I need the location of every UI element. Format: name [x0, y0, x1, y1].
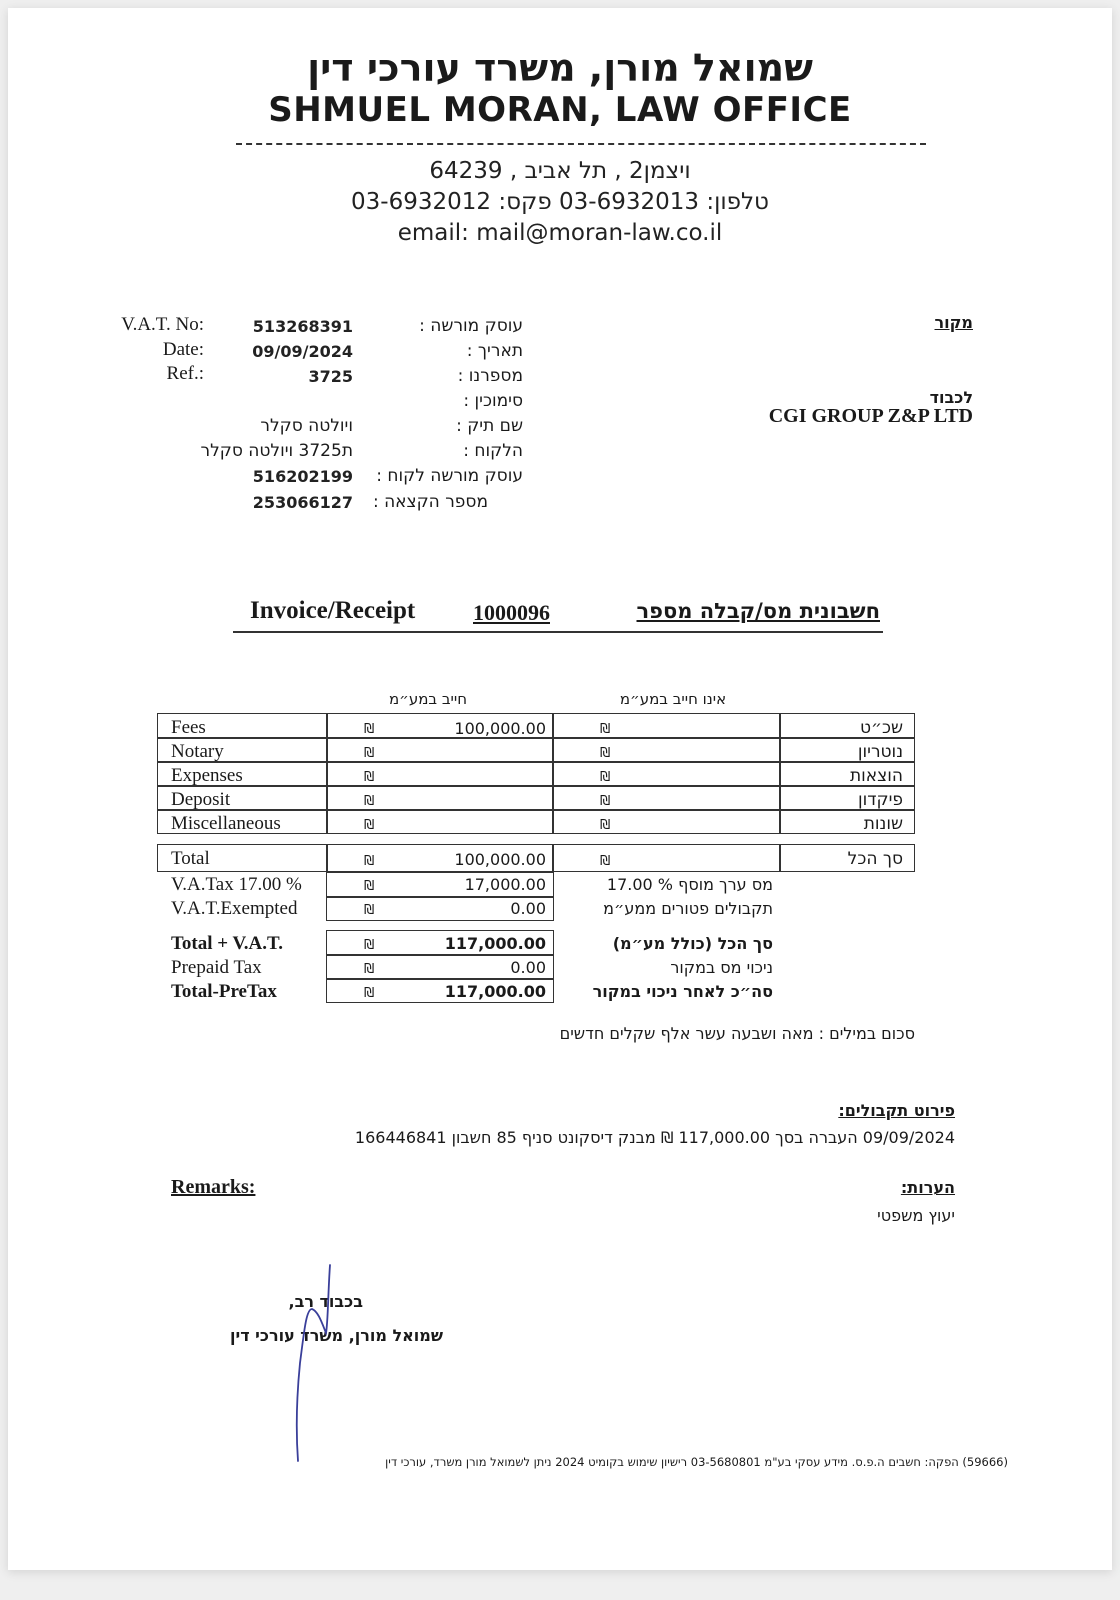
- ref-label: Ref.:: [166, 363, 204, 384]
- office-phone-fax: טלפון: 03-6932013 פקס: 03-6932012: [351, 189, 769, 215]
- summary-label-en: Total + V.A.T.: [171, 933, 284, 954]
- shekel-icon: ₪: [600, 722, 611, 737]
- shekel-icon: ₪: [364, 903, 375, 918]
- file-name-value: ויולטה סקלר: [260, 416, 353, 436]
- shekel-icon: ₪: [364, 986, 375, 1001]
- shekel-icon: ₪: [364, 938, 375, 953]
- row-label-he: שונות: [863, 814, 903, 834]
- table-divider: [779, 844, 781, 872]
- row-label-en: Deposit: [171, 789, 231, 810]
- table-divider: [779, 713, 781, 834]
- vat-no-label: V.A.T. No:: [121, 314, 204, 335]
- invoice-page: [8, 8, 1112, 1570]
- shekel-icon: ₪: [600, 854, 611, 869]
- shekel-icon: ₪: [364, 879, 375, 894]
- shekel-icon: ₪: [600, 794, 611, 809]
- summary-label-en: V.A.T.Exempted: [171, 898, 298, 919]
- remarks-text: יעוץ משפטי: [877, 1206, 955, 1225]
- meta-label: סימוכין :: [463, 391, 523, 411]
- table-divider: [326, 896, 554, 898]
- table-divider: [552, 844, 554, 872]
- vat-amount: 17,000.00: [464, 875, 546, 894]
- ref-value: 3725: [308, 367, 353, 386]
- invoice-number: 1000096: [473, 600, 550, 625]
- closing-signer: שמואל מורן, משרד עורכי דין: [230, 1326, 443, 1345]
- table-divider: [326, 713, 328, 834]
- closing-greeting: בכבוד רב,: [288, 1292, 363, 1311]
- table-divider: [326, 978, 554, 980]
- total-with-vat-amount: 117,000.00: [444, 934, 546, 953]
- summary-label-he: תקבולים פטורים ממע״מ: [603, 899, 773, 918]
- client-vat-value: 516202199: [252, 467, 353, 486]
- summary-label-he: ניכוי מס במקור: [670, 958, 773, 977]
- vat-exempt-amount: 0.00: [510, 899, 546, 918]
- office-address: ויצמן2 , תל אביב , 64239: [429, 158, 691, 184]
- total-after-tax-amount: 117,000.00: [444, 982, 546, 1001]
- summary-label-he: מס ערך מוסף % 17.00: [606, 875, 773, 894]
- row-label-he: נוטריון: [857, 742, 903, 762]
- summary-label-he: סה״כ לאחר ניכוי במקור: [592, 982, 773, 1001]
- receipts-line: 09/09/2024 העברה בסך 117,000.00 ₪ מבנק דיסקונט סניף 85 חשבון 166446841: [354, 1128, 955, 1147]
- prepaid-tax-amount: 0.00: [510, 958, 546, 977]
- row-label-en: Miscellaneous: [171, 813, 281, 834]
- office-title-hebrew: שמואל מורן, משרד עורכי דין: [307, 46, 813, 90]
- invoice-title-hebrew: חשבונית מס/קבלה מספר: [636, 599, 880, 623]
- row-label-en: Expenses: [171, 765, 243, 786]
- shekel-icon: ₪: [364, 794, 375, 809]
- row-label-en: Fees: [171, 717, 206, 738]
- signature-mark: [278, 1263, 348, 1463]
- total-label-en: Total: [171, 848, 210, 869]
- meta-label: עוסק מורשה :: [419, 316, 523, 336]
- amount-in-words: סכום במילים : מאה ושבעה עשר אלף שקלים חדשים: [559, 1024, 915, 1043]
- remarks-label-he: הערות:: [900, 1178, 955, 1197]
- recipient-company: CGI GROUP Z&P LTD: [768, 405, 973, 427]
- date-value: 09/09/2024: [252, 342, 353, 361]
- to-label: לכבוד: [929, 388, 973, 407]
- office-title-english: SHMUEL MORAN, LAW OFFICE: [268, 90, 852, 130]
- header-divider: [236, 143, 926, 145]
- shekel-icon: ₪: [364, 770, 375, 785]
- meta-label: מספר הקצאה :: [372, 492, 488, 512]
- meta-label: שם תיק :: [456, 416, 523, 436]
- total-liable-amount: 100,000.00: [454, 850, 546, 869]
- table-divider: [326, 844, 328, 872]
- allocation-number-value: 253066127: [252, 493, 353, 512]
- summary-label-en: Total-PreTax: [171, 981, 277, 1002]
- remarks-label-en: Remarks:: [171, 1176, 256, 1198]
- office-email: email: mail@moran-law.co.il: [397, 220, 723, 246]
- meta-label: הלקוח :: [463, 441, 523, 461]
- shekel-icon: ₪: [364, 818, 375, 833]
- summary-label-he: סך הכל (כולל מע״מ): [612, 934, 773, 953]
- row-liable-amount: 100,000.00: [454, 719, 546, 738]
- row-label-he: שכ״ט: [859, 718, 903, 738]
- meta-label: עוסק מורשה לקוח :: [376, 466, 523, 486]
- row-label-he: פיקדון: [857, 790, 903, 810]
- footer-note: (59666) הפקה: חשבים ה.פ.ס. מידע עסקי בע"מ 03-5680801 רישיון שימוש בקומיט 2024 ניתן לשמואל מורן משרד, עורכי דין: [385, 1455, 1008, 1469]
- date-label: Date:: [162, 339, 204, 360]
- table-divider: [552, 713, 554, 834]
- summary-label-en: Prepaid Tax: [171, 957, 262, 978]
- shekel-icon: ₪: [364, 746, 375, 761]
- total-label-he: סך הכל: [847, 849, 903, 869]
- col-header-vat-liable: חייב במע״מ: [388, 690, 468, 708]
- row-label-he: הוצאות: [850, 766, 903, 786]
- summary-label-en: V.A.Tax 17.00 %: [171, 874, 302, 895]
- shekel-icon: ₪: [600, 770, 611, 785]
- meta-label: מספרנו :: [457, 366, 523, 386]
- shekel-icon: ₪: [600, 746, 611, 761]
- receipts-heading: פירוט תקבולים:: [838, 1101, 955, 1120]
- col-header-vat-exempt: אינו חייב במע״מ: [619, 690, 727, 708]
- meta-label: תאריך :: [466, 341, 523, 361]
- shekel-icon: ₪: [364, 854, 375, 869]
- source-label: מקור: [934, 313, 973, 332]
- invoice-title-english: Invoice/Receipt: [250, 597, 416, 624]
- vat-number-value: 513268391: [252, 317, 353, 336]
- shekel-icon: ₪: [364, 962, 375, 977]
- row-label-en: Notary: [171, 741, 224, 762]
- table-divider: [326, 954, 554, 956]
- shekel-icon: ₪: [364, 722, 375, 737]
- client-value: ת3725 ויולטה סקלר: [200, 441, 353, 461]
- shekel-icon: ₪: [600, 818, 611, 833]
